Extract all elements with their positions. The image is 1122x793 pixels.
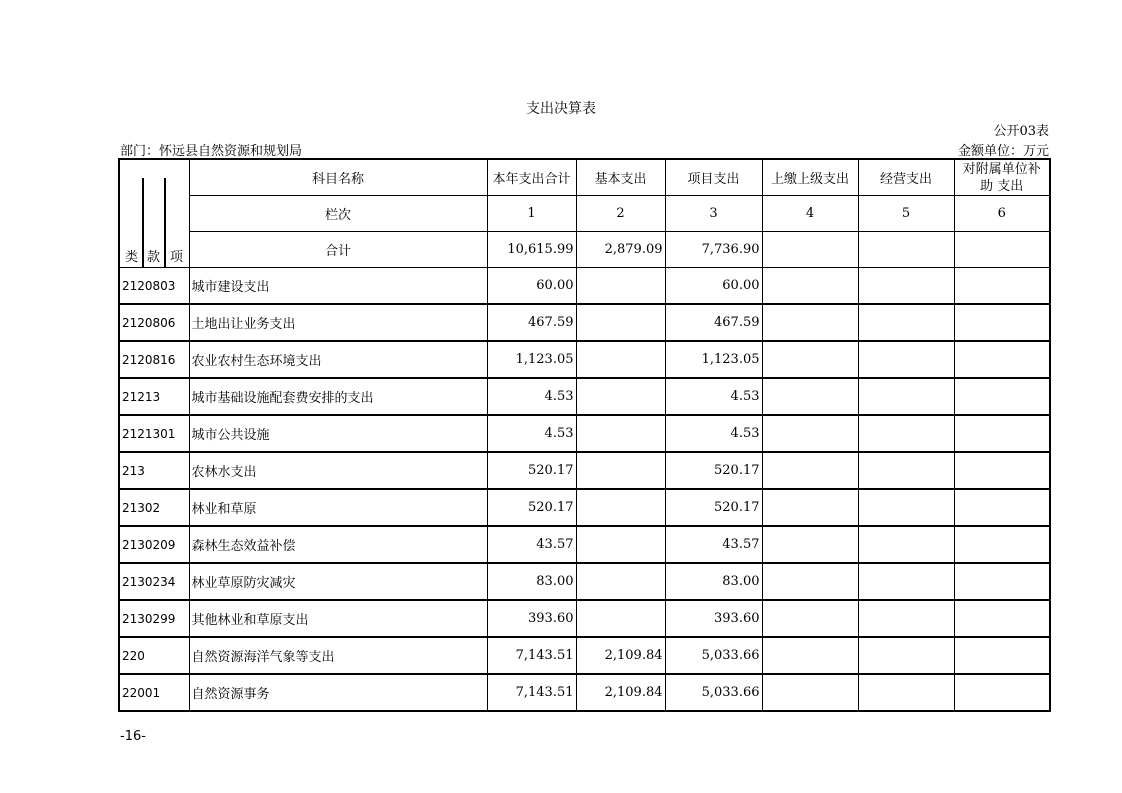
row-upper bbox=[762, 526, 858, 563]
row-subject-name: 自然资源海洋气象等支出 bbox=[189, 637, 487, 674]
table-row bbox=[119, 674, 1050, 711]
row-code: 2121301 bbox=[119, 415, 189, 452]
row-subject-name: 林业草原防灾减灾 bbox=[189, 563, 487, 600]
row-upper bbox=[762, 341, 858, 378]
row-project: 467.59 bbox=[665, 304, 762, 341]
row-subsidy bbox=[954, 268, 1050, 305]
table-row bbox=[119, 526, 1050, 563]
row-project: 1,123.05 bbox=[665, 341, 762, 378]
page-title: 支出决算表 bbox=[526, 101, 596, 117]
column-index-2: 2 bbox=[576, 196, 665, 232]
table-row bbox=[119, 600, 1050, 637]
row-subject-name: 自然资源事务 bbox=[189, 674, 487, 711]
row-project: 393.60 bbox=[665, 600, 762, 637]
row-project: 4.53 bbox=[665, 415, 762, 452]
row-basic bbox=[576, 341, 665, 378]
row-code: 21302 bbox=[119, 489, 189, 526]
row-code: 2130234 bbox=[119, 563, 189, 600]
upper-remit-header: 上缴上级支出 bbox=[762, 159, 858, 196]
row-subject-name: 农业农村生态环境支出 bbox=[189, 341, 487, 378]
row-project: 5,033.66 bbox=[665, 674, 762, 711]
project-expenditure-header: 项目支出 bbox=[665, 159, 762, 196]
row-subject-name: 其他林业和草原支出 bbox=[189, 600, 487, 637]
row-upper bbox=[762, 674, 858, 711]
row-total: 520.17 bbox=[487, 489, 576, 526]
row-code: 2120806 bbox=[119, 304, 189, 341]
row-project: 83.00 bbox=[665, 563, 762, 600]
row-upper bbox=[762, 378, 858, 415]
table-row bbox=[119, 304, 1050, 341]
sum-label: 合计 bbox=[189, 232, 487, 268]
row-basic bbox=[576, 489, 665, 526]
row-total: 520.17 bbox=[487, 452, 576, 489]
row-subsidy bbox=[954, 304, 1050, 341]
row-basic: 2,109.84 bbox=[576, 674, 665, 711]
row-subject-name: 城市公共设施 bbox=[189, 415, 487, 452]
row-subject-name: 林业和草原 bbox=[189, 489, 487, 526]
row-subsidy bbox=[954, 600, 1050, 637]
row-business bbox=[858, 452, 954, 489]
row-subsidy bbox=[954, 341, 1050, 378]
row-business bbox=[858, 674, 954, 711]
row-subject-name: 农林水支出 bbox=[189, 452, 487, 489]
column-index-5: 5 bbox=[858, 196, 954, 232]
amount-unit-label: 金额单位：万元 bbox=[957, 144, 1049, 159]
row-subsidy bbox=[954, 415, 1050, 452]
row-total: 60.00 bbox=[487, 268, 576, 305]
business-expenditure-header: 经营支出 bbox=[858, 159, 954, 196]
row-project: 43.57 bbox=[665, 526, 762, 563]
row-business bbox=[858, 415, 954, 452]
sum-basic: 2,879.09 bbox=[576, 232, 665, 268]
sum-project: 7,736.90 bbox=[665, 232, 762, 268]
row-code: 22001 bbox=[119, 674, 189, 711]
subject-name-header: 科目名称 bbox=[189, 159, 487, 196]
row-basic bbox=[576, 304, 665, 341]
row-basic bbox=[576, 415, 665, 452]
row-business bbox=[858, 563, 954, 600]
row-basic bbox=[576, 600, 665, 637]
row-code: 2130299 bbox=[119, 600, 189, 637]
table-row bbox=[119, 489, 1050, 526]
row-total: 467.59 bbox=[487, 304, 576, 341]
row-code: 2130209 bbox=[119, 526, 189, 563]
page-number: -16- bbox=[120, 729, 146, 744]
row-project: 520.17 bbox=[665, 452, 762, 489]
row-basic bbox=[576, 563, 665, 600]
column-index-3: 3 bbox=[665, 196, 762, 232]
row-subsidy bbox=[954, 674, 1050, 711]
table-row bbox=[119, 637, 1050, 674]
department-label: 部门：怀远县自然资源和规划局 bbox=[120, 144, 303, 159]
column-index-1: 1 bbox=[487, 196, 576, 232]
row-business bbox=[858, 378, 954, 415]
row-total: 393.60 bbox=[487, 600, 576, 637]
row-subject-name: 城市建设支出 bbox=[189, 268, 487, 305]
row-total: 7,143.51 bbox=[487, 674, 576, 711]
row-subsidy bbox=[954, 526, 1050, 563]
table-row bbox=[119, 341, 1050, 378]
category-kuan-label: 款 bbox=[147, 250, 161, 265]
row-business bbox=[858, 637, 954, 674]
row-total: 7,143.51 bbox=[487, 637, 576, 674]
table-row bbox=[119, 415, 1050, 452]
row-total: 1,123.05 bbox=[487, 341, 576, 378]
row-project: 60.00 bbox=[665, 268, 762, 305]
row-business bbox=[858, 489, 954, 526]
row-upper bbox=[762, 304, 858, 341]
row-upper bbox=[762, 637, 858, 674]
row-total: 43.57 bbox=[487, 526, 576, 563]
category-xiang-label: 项 bbox=[170, 250, 184, 265]
category-class-label: 类 bbox=[125, 250, 139, 265]
row-subject-name: 森林生态效益补偿 bbox=[189, 526, 487, 563]
total-expenditure-header: 本年支出合计 bbox=[487, 159, 576, 196]
table-row bbox=[119, 452, 1050, 489]
table-row bbox=[119, 563, 1050, 600]
row-code: 213 bbox=[119, 452, 189, 489]
row-business bbox=[858, 526, 954, 563]
row-upper bbox=[762, 452, 858, 489]
column-index-6: 6 bbox=[954, 196, 1050, 232]
sum-business bbox=[858, 232, 954, 268]
row-code: 2120803 bbox=[119, 268, 189, 305]
row-upper bbox=[762, 600, 858, 637]
row-basic bbox=[576, 268, 665, 305]
row-subsidy bbox=[954, 452, 1050, 489]
row-subsidy bbox=[954, 489, 1050, 526]
row-basic bbox=[576, 452, 665, 489]
form-number: 公开03表 bbox=[993, 124, 1049, 139]
category-code-header bbox=[119, 159, 189, 268]
row-total: 4.53 bbox=[487, 415, 576, 452]
sum-upper bbox=[762, 232, 858, 268]
row-project: 520.17 bbox=[665, 489, 762, 526]
row-upper bbox=[762, 415, 858, 452]
row-subsidy bbox=[954, 563, 1050, 600]
row-code: 220 bbox=[119, 637, 189, 674]
subsidy-header: 对附属单位补助 支出 bbox=[954, 159, 1050, 196]
row-subsidy bbox=[954, 637, 1050, 674]
expenditure-table bbox=[118, 158, 1051, 712]
row-basic bbox=[576, 378, 665, 415]
basic-expenditure-header: 基本支出 bbox=[576, 159, 665, 196]
column-index-label: 栏次 bbox=[189, 196, 487, 232]
row-basic bbox=[576, 526, 665, 563]
row-upper bbox=[762, 268, 858, 305]
row-code: 21213 bbox=[119, 378, 189, 415]
row-upper bbox=[762, 489, 858, 526]
column-index-4: 4 bbox=[762, 196, 858, 232]
row-subject-name: 城市基础设施配套费安排的支出 bbox=[189, 378, 487, 415]
row-code: 2120816 bbox=[119, 341, 189, 378]
sum-total: 10,615.99 bbox=[487, 232, 576, 268]
row-business bbox=[858, 600, 954, 637]
row-total: 83.00 bbox=[487, 563, 576, 600]
table-row bbox=[119, 378, 1050, 415]
row-total: 4.53 bbox=[487, 378, 576, 415]
row-business bbox=[858, 304, 954, 341]
row-project: 5,033.66 bbox=[665, 637, 762, 674]
row-subsidy bbox=[954, 378, 1050, 415]
sum-subsidy bbox=[954, 232, 1050, 268]
row-upper bbox=[762, 563, 858, 600]
row-business bbox=[858, 268, 954, 305]
row-basic: 2,109.84 bbox=[576, 637, 665, 674]
table-row bbox=[119, 268, 1050, 305]
row-business bbox=[858, 341, 954, 378]
row-subject-name: 土地出让业务支出 bbox=[189, 304, 487, 341]
row-project: 4.53 bbox=[665, 378, 762, 415]
